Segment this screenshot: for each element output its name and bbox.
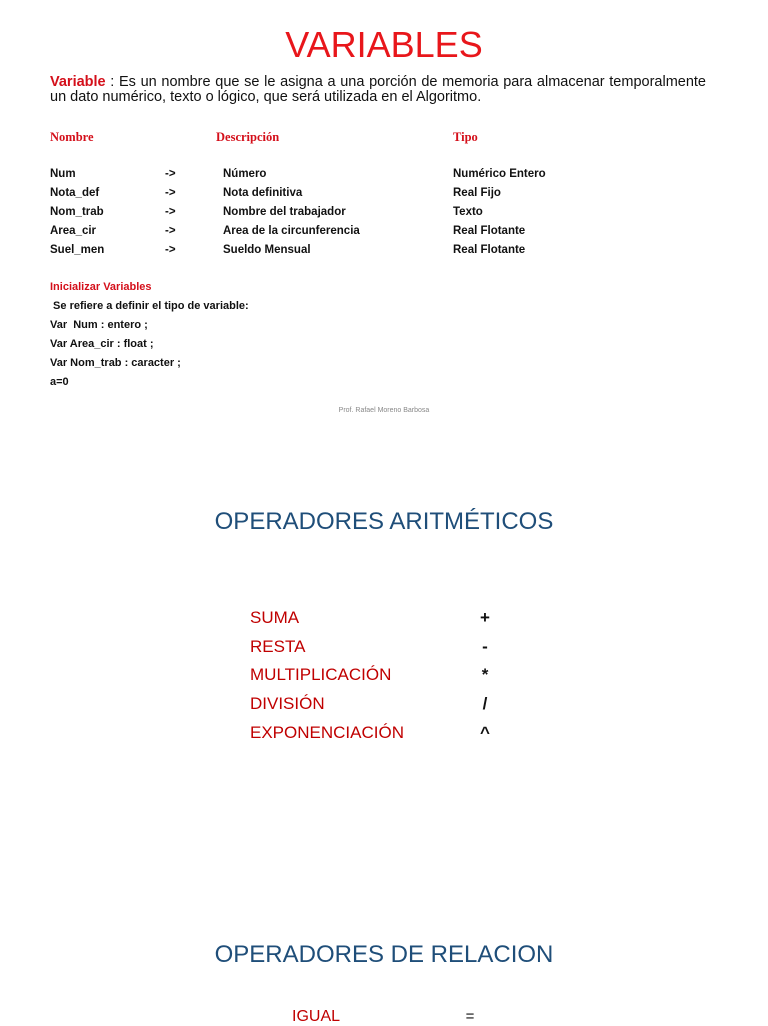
operator-name: IGUAL	[292, 1008, 341, 1025]
operator-name: MULTIPLICACIÓN	[250, 665, 392, 684]
header-nombre: Nombre	[50, 130, 94, 144]
table-row	[0, 187, 768, 206]
row-nombre: Area_cir	[50, 225, 97, 237]
init-line: a=0	[50, 376, 69, 388]
operator-symbol: ^	[480, 723, 490, 742]
init-line: Se refiere a definir el tipo de variable:	[50, 300, 249, 312]
row-tipo: Texto	[453, 206, 483, 218]
operator-symbol: +	[480, 608, 490, 627]
header-descripcion: Descripción	[216, 130, 280, 144]
init-variables-title: Inicializar Variables	[50, 281, 152, 293]
row-nombre: Suel_men	[50, 244, 105, 256]
init-line: Var Num : entero ;	[50, 319, 148, 331]
operator-symbol: -	[482, 637, 488, 656]
row-nombre: Num	[50, 168, 76, 180]
row-tipo: Numérico Entero	[453, 168, 546, 180]
operator-name: DIVISIÓN	[250, 694, 325, 713]
row-descripcion: Número	[223, 168, 267, 180]
row-nombre: Nom_trab	[50, 206, 104, 218]
row-descripcion: Nota definitiva	[223, 187, 303, 199]
variable-keyword: Variable	[50, 74, 106, 90]
operator-name: SUMA	[250, 608, 300, 627]
row-descripcion: Area de la circunferencia	[223, 225, 360, 237]
table-row	[0, 225, 768, 244]
row-arrow: ->	[165, 244, 176, 256]
page-title: VARIABLES	[285, 24, 483, 65]
variable-definition-text: : Es un nombre que se le asigna a una porción de memoria para almacenar temporalmente un dato numérico, texto o lógico, que será utilizada en el Algoritmo.	[50, 74, 706, 105]
table-row	[0, 168, 768, 187]
table-row	[0, 244, 768, 263]
table-row	[0, 206, 768, 225]
operator-symbol: *	[481, 665, 489, 684]
row-arrow: ->	[165, 187, 176, 199]
header-tipo: Tipo	[453, 130, 478, 144]
operator-symbol: /	[482, 694, 488, 713]
row-tipo: Real Flotante	[453, 225, 526, 237]
operator-symbol: =	[465, 1008, 475, 1025]
init-line: Var Area_cir : float ;	[50, 338, 154, 350]
row-tipo: Real Flotante	[453, 244, 526, 256]
operator-name: RESTA	[250, 637, 306, 656]
row-arrow: ->	[165, 225, 176, 237]
relation-section-title: OPERADORES DE RELACION	[214, 941, 554, 968]
operator-name: EXPONENCIACIÓN	[250, 723, 404, 742]
row-arrow: ->	[165, 206, 176, 218]
row-nombre: Nota_def	[50, 187, 100, 199]
row-descripcion: Sueldo Mensual	[223, 244, 311, 256]
row-tipo: Real Fijo	[453, 187, 501, 199]
arith-section-title: OPERADORES ARITMÉTICOS	[214, 508, 554, 535]
row-descripcion: Nombre del trabajador	[223, 206, 346, 218]
init-line: Var Nom_trab : caracter ;	[50, 357, 181, 369]
author-footer: Prof. Rafael Moreno Barbosa	[338, 407, 430, 414]
row-arrow: ->	[165, 168, 176, 180]
variable-definition	[50, 75, 706, 105]
